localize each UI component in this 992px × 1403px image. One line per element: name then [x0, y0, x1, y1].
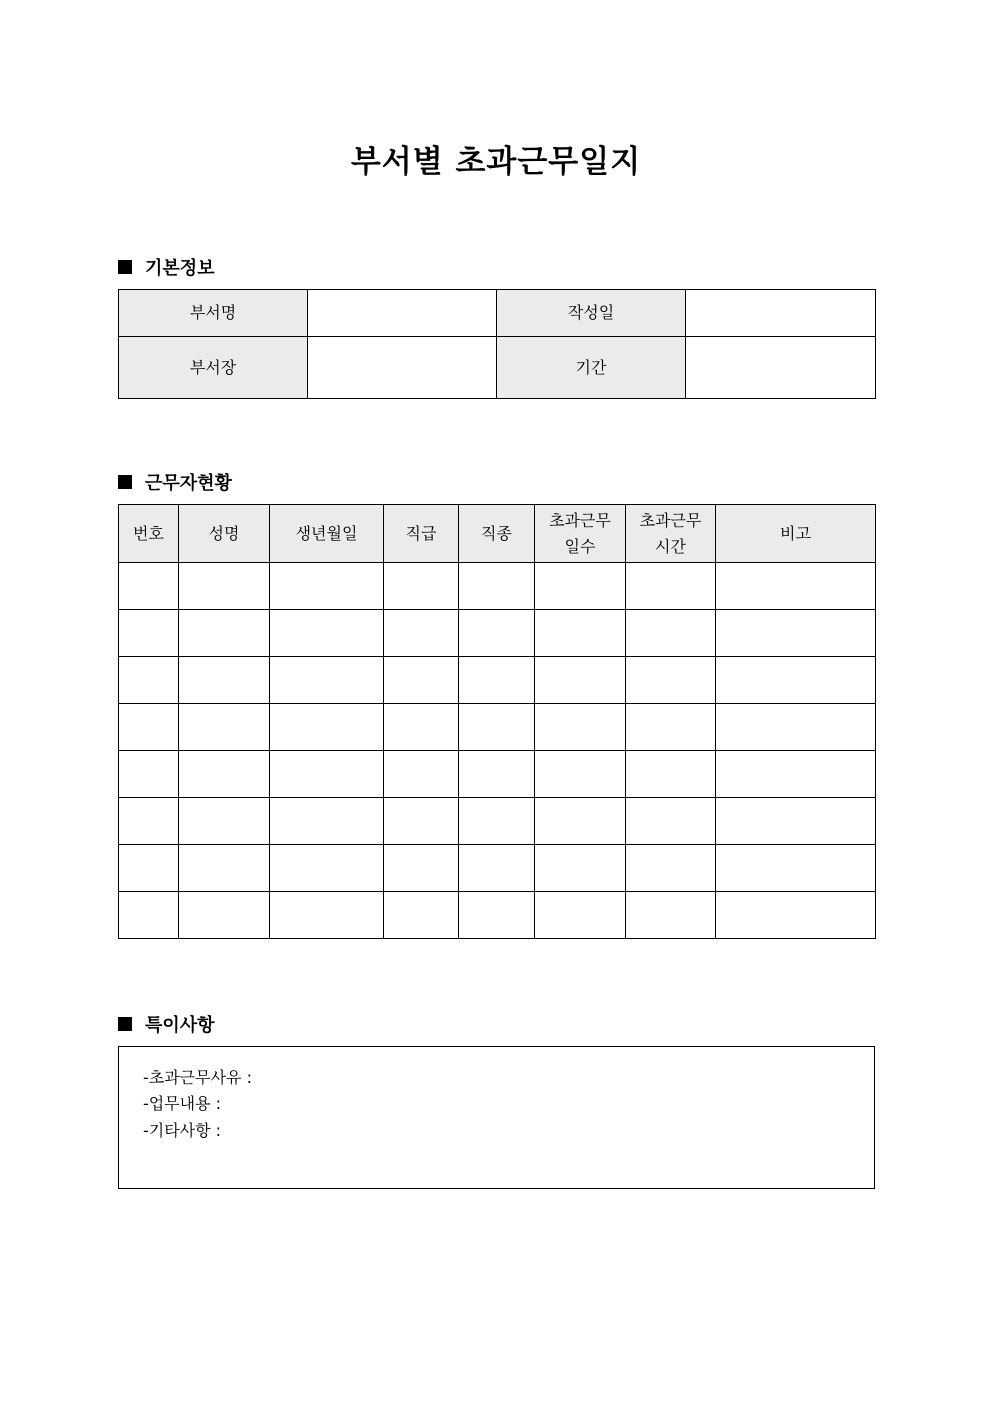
table-cell[interactable]	[384, 563, 459, 610]
table-cell[interactable]	[535, 657, 626, 704]
table-cell[interactable]	[716, 657, 876, 704]
table-row	[119, 337, 876, 399]
header-label: 직급	[405, 523, 437, 543]
table-cell[interactable]	[716, 892, 876, 939]
table-cell[interactable]	[179, 657, 270, 704]
table-cell[interactable]	[270, 563, 384, 610]
basic-info-table	[118, 289, 876, 399]
col-remarks-header	[716, 505, 876, 563]
dept-head-field[interactable]	[308, 337, 497, 399]
workers-table	[118, 504, 876, 939]
header-label: 성명	[208, 523, 240, 543]
table-cell[interactable]	[626, 751, 716, 798]
table-cell[interactable]	[626, 892, 716, 939]
table-cell[interactable]	[384, 751, 459, 798]
table-cell[interactable]	[270, 704, 384, 751]
table-cell[interactable]	[270, 657, 384, 704]
table-cell[interactable]	[716, 563, 876, 610]
table-cell[interactable]	[535, 751, 626, 798]
period-label: 기간	[497, 337, 686, 399]
header-label: 비고	[780, 523, 811, 543]
date-label: 작성일	[497, 290, 686, 337]
header-label: 번호	[133, 523, 164, 543]
table-cell[interactable]	[179, 845, 270, 892]
table-cell[interactable]	[270, 798, 384, 845]
table-cell[interactable]	[716, 845, 876, 892]
table-row	[119, 798, 876, 845]
table-cell[interactable]	[459, 892, 535, 939]
table-row	[119, 892, 876, 939]
period-field[interactable]	[686, 337, 876, 399]
document-title: 부서별 초과근무일지	[350, 144, 642, 180]
table-cell[interactable]	[179, 610, 270, 657]
table-row	[119, 563, 876, 610]
table-cell[interactable]	[119, 704, 179, 751]
table-cell[interactable]	[626, 563, 716, 610]
table-cell[interactable]	[459, 610, 535, 657]
table-cell[interactable]	[626, 657, 716, 704]
table-cell[interactable]	[384, 704, 459, 751]
col-birthdate-header	[270, 505, 384, 563]
other-notes-line: -기타사항 :	[143, 1121, 222, 1140]
table-cell[interactable]	[626, 610, 716, 657]
table-cell[interactable]	[179, 798, 270, 845]
workers-heading-label: 근무자현황	[145, 473, 232, 494]
table-cell[interactable]	[459, 657, 535, 704]
table-cell[interactable]	[535, 845, 626, 892]
table-cell[interactable]	[270, 845, 384, 892]
table-cell[interactable]	[459, 845, 535, 892]
col-overtime-days-header	[535, 505, 626, 563]
table-cell[interactable]	[384, 845, 459, 892]
table-cell[interactable]	[626, 845, 716, 892]
table-cell[interactable]	[535, 798, 626, 845]
date-field[interactable]	[686, 290, 876, 337]
table-row	[119, 657, 876, 704]
table-cell[interactable]	[119, 657, 179, 704]
square-bullet-icon	[118, 1017, 132, 1031]
table-row	[119, 704, 876, 751]
table-cell[interactable]	[384, 798, 459, 845]
table-cell[interactable]	[270, 892, 384, 939]
table-cell[interactable]	[535, 704, 626, 751]
table-cell[interactable]	[716, 798, 876, 845]
table-cell[interactable]	[459, 563, 535, 610]
table-cell[interactable]	[626, 704, 716, 751]
table-row	[119, 290, 876, 337]
table-cell[interactable]	[119, 892, 179, 939]
col-rank-header	[384, 505, 459, 563]
header-label: 초과근무	[639, 510, 702, 530]
col-name-header	[179, 505, 270, 563]
table-cell[interactable]	[626, 798, 716, 845]
header-label: 초과근무	[549, 510, 611, 530]
table-cell[interactable]	[179, 704, 270, 751]
table-row	[119, 751, 876, 798]
table-cell[interactable]	[179, 563, 270, 610]
dept-name-label: 부서명	[119, 290, 308, 337]
table-cell[interactable]	[119, 798, 179, 845]
notes-heading	[118, 1011, 215, 1037]
table-cell[interactable]	[270, 751, 384, 798]
table-cell[interactable]	[459, 798, 535, 845]
table-cell[interactable]	[119, 563, 179, 610]
dept-name-field[interactable]	[308, 290, 497, 337]
overtime-reason-line: -초과근무사유 :	[143, 1068, 252, 1087]
table-cell[interactable]	[459, 704, 535, 751]
table-cell[interactable]	[535, 610, 626, 657]
table-row	[119, 845, 876, 892]
work-content-line: -업무내용 :	[143, 1094, 222, 1113]
dept-head-label: 부서장	[119, 337, 308, 399]
header-label: 직종	[481, 523, 512, 543]
table-cell[interactable]	[119, 610, 179, 657]
col-job-type-header	[459, 505, 535, 563]
table-cell[interactable]	[535, 892, 626, 939]
table-header-row	[119, 505, 876, 563]
table-cell[interactable]	[716, 704, 876, 751]
notes-box[interactable]	[118, 1046, 875, 1189]
col-number-header	[119, 505, 179, 563]
table-cell[interactable]	[535, 563, 626, 610]
basic-info-heading-label: 기본정보	[145, 258, 215, 279]
col-overtime-hours-header	[626, 505, 716, 563]
header-label: 생년월일	[295, 523, 358, 543]
table-cell[interactable]	[459, 751, 535, 798]
table-cell[interactable]	[384, 892, 459, 939]
square-bullet-icon	[118, 260, 132, 274]
header-label-line2: 시간	[655, 536, 686, 556]
basic-info-heading	[118, 254, 215, 280]
table-cell[interactable]	[119, 845, 179, 892]
table-cell[interactable]	[384, 657, 459, 704]
table-cell[interactable]	[716, 610, 876, 657]
table-row	[119, 610, 876, 657]
square-bullet-icon	[118, 475, 132, 489]
table-cell[interactable]	[716, 751, 876, 798]
table-cell[interactable]	[384, 610, 459, 657]
table-cell[interactable]	[119, 751, 179, 798]
table-cell[interactable]	[179, 751, 270, 798]
workers-heading	[118, 469, 232, 495]
header-label-line2: 일수	[564, 536, 596, 556]
table-cell[interactable]	[270, 610, 384, 657]
notes-heading-label: 특이사항	[145, 1015, 215, 1036]
table-cell[interactable]	[179, 892, 270, 939]
